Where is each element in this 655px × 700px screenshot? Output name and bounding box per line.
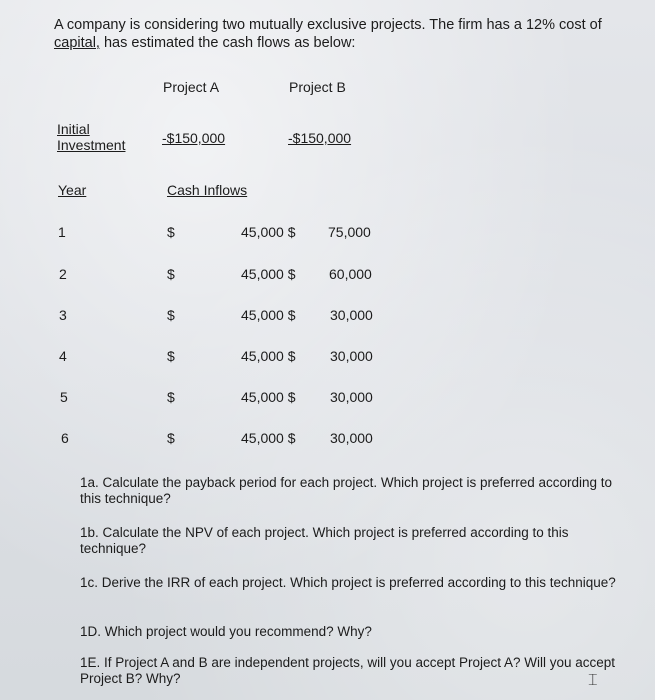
currency-cell: $ [167,266,175,282]
currency-cell: $ [167,430,175,446]
currency-cell: $ [167,224,175,240]
question-1c: 1c. Derive the IRR of each project. Which project is preferred according to this technique? [80,575,616,590]
project-a-cell: 45,000 $ [241,348,296,364]
project-a-cell: 45,000 $ [241,430,296,446]
cash-inflows-header: Cash Inflows [167,182,248,198]
project-b-cell: 30,000 [330,348,373,364]
year-cell: 3 [59,307,67,323]
project-b-cell: 30,000 [330,389,373,405]
year-cell: 6 [61,430,69,446]
intro-line-2-capital: capital, [54,35,100,51]
question-1e: 1E. If Project A and B are independent projects, will you accept Project A? Will you accept Project B? Why? [80,655,616,686]
project-b-cell: 30,000 [330,307,373,323]
project-a-cell: 45,000 $ [241,224,296,240]
investment-b-value: -$150,000 [288,130,352,146]
question-1d: 1D. Which project would you recommend? Why? [80,624,372,639]
project-b-cell: 60,000 [329,266,372,282]
investment-label-line-1: Initial [57,121,90,137]
year-header: Year [58,182,87,198]
text-cursor-icon: ⌶ [588,672,598,689]
project-a-cell: 45,000 $ [241,307,296,323]
question-1a: 1a. Calculate the payback period for each project. Which project is preferred according to this technique? [80,475,613,506]
year-cell: 4 [59,348,67,364]
initial-investment-label [57,121,125,153]
intro-line-2-rest: has estimated the cash flows as below: [99,35,356,51]
currency-cell: $ [167,307,175,323]
investment-label-line-2: Investment [57,137,126,153]
intro-line-1: A company is considering two mutually exclusive projects. The firm has a 12% cost of [54,17,602,33]
year-cell: 1 [58,224,66,240]
project-a-cell: 45,000 $ [241,389,296,405]
investment-a-value: -$150,000 [162,130,226,146]
question-1b: 1b. Calculate the NPV of each project. Which project is preferred according to this technique? [80,525,569,556]
project-a-cell: 45,000 $ [241,266,296,282]
project-b-cell: 30,000 [330,430,373,446]
project-b-header: Project B [289,79,346,95]
year-cell: 2 [59,266,67,282]
problem-intro [54,16,624,52]
year-cell: 5 [60,389,68,405]
currency-cell: $ [167,348,175,364]
currency-cell: $ [167,389,175,405]
project-b-cell: 75,000 [328,224,371,240]
project-a-header: Project A [163,79,220,95]
